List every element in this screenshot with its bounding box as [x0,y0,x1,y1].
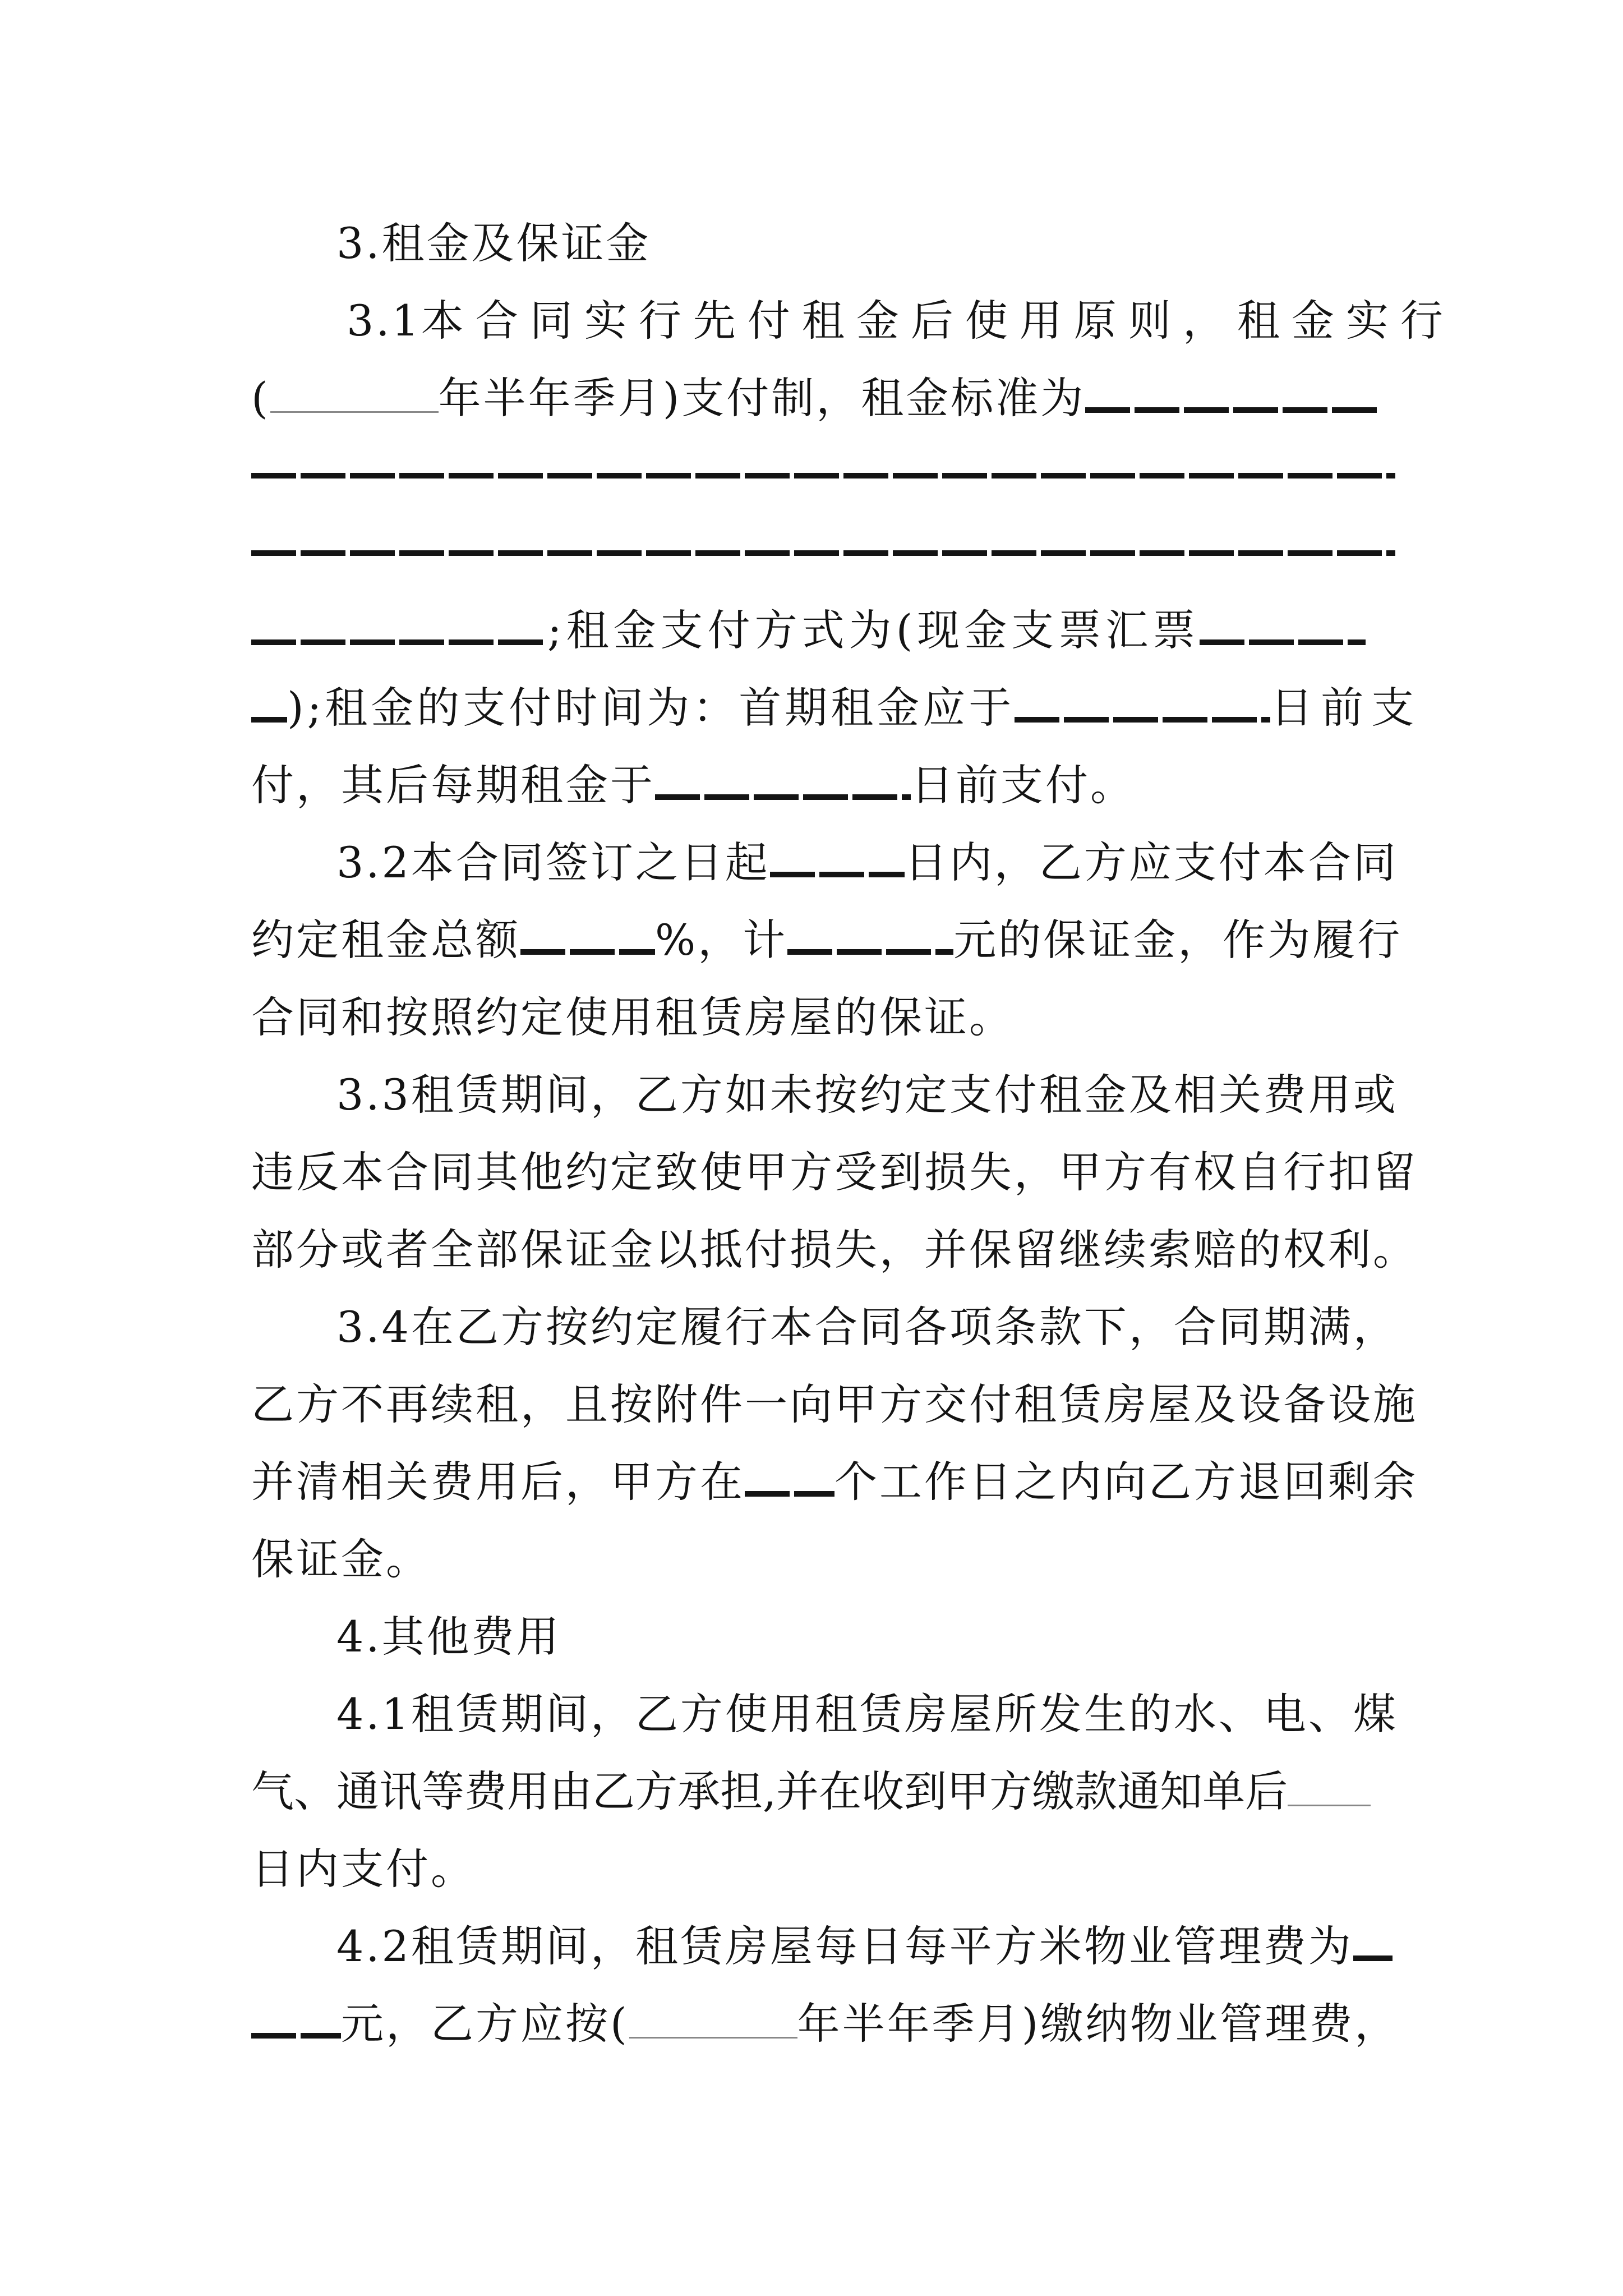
property-fee-period-blank[interactable] [629,1997,797,2039]
clause-text: 合同和按照约定使用租赁房屋的保证。 [251,992,1014,1042]
underline [251,473,1395,478]
clause-text: ;租金支付方式为(现金支票汇票 [547,605,1200,655]
clause-text: 年半年季月)缴纳物业管理费， [797,1999,1400,2049]
clause-4-2-line-2 [251,1990,1400,2058]
clause-3-2-line-3 [251,984,1395,1051]
clause-text: 3.3租赁期间，乙方如未按约定支付租金及相关费用或 [336,1070,1398,1120]
clause-text: 3.2本合同签订之日起 [336,838,770,887]
clause-3-1-line-2 [251,365,1395,432]
clause-4-2-line-1 [336,1913,1395,1980]
payment-method-blank-end[interactable] [251,674,287,723]
subsequent-payment-date-blank[interactable] [655,752,911,800]
deposit-days-blank[interactable] [770,829,905,877]
clause-3-3-line-1 [336,1061,1398,1129]
clause-text: 日前支 [1270,683,1422,733]
clause-text: 约定租金总额 [251,915,520,965]
clause-3-4-line-2 [251,1371,1418,1438]
clause-text: 并清相关费用后，甲方在 [251,1457,745,1507]
deposit-amount-blank[interactable] [787,907,953,955]
clause-3-3-line-3 [251,1216,1418,1283]
section-4-heading-text: 4.其他费用 [336,1612,561,1662]
property-fee-blank-end[interactable] [251,1990,341,2039]
rent-standard-blank-line[interactable] [251,519,1395,587]
section-3-heading-text: 3.租金及保证金 [336,218,651,268]
clause-text: 个工作日之内向乙方退回剩余 [834,1457,1418,1507]
clause-3-1-line-6 [251,674,1422,742]
rent-standard-blank-line[interactable] [251,442,1395,509]
clause-3-4-line-4 [251,1526,1395,1593]
clause-text: 3.4在乙方按约定履行本合同各项条款下，合同期满， [336,1302,1398,1352]
clause-text: %，计 [655,915,788,965]
underline [251,550,1395,556]
deposit-percent-blank[interactable] [520,907,655,955]
clause-text: 4.2租赁期间，租赁房屋每日每平方米物业管理费为 [336,1921,1353,1971]
clause-3-1-line-1 [347,287,1455,355]
period-blank[interactable] [270,371,439,413]
clause-text: );租金的支付时间为：首期租金应于 [287,683,1015,733]
clause-3-4-line-1 [336,1294,1398,1361]
clause-text: 乙方不再续租，且按附件一向甲方交付租赁房屋及设备设施 [251,1379,1418,1429]
clause-3-1-line-5 [251,597,1395,664]
clause-number: 3.1 [347,296,421,346]
section-4-heading [336,1603,1395,1671]
first-payment-date-blank[interactable] [1015,674,1270,723]
clause-3-2-line-2 [251,907,1403,974]
clause-text: 日内，乙方应支付本合同 [904,838,1398,887]
clause-text: 元，乙方应按( [341,1999,629,2049]
clause-3-2-line-1 [336,829,1398,896]
clause-text: 气、通讯等费用由乙方承担,并在收到甲方缴款通知单后 [251,1766,1288,1816]
clause-text: 本合同实行先付租金后使用原则，租金实行 [421,296,1455,346]
section-3-heading [336,210,1395,277]
rent-standard-blank[interactable] [1085,365,1381,413]
paren-open: ( [251,373,270,423]
clause-text: 部分或者全部保证金以抵付损失，并保留继续索赔的权利。 [251,1225,1418,1274]
clause-text: 日内支付。 [251,1844,476,1894]
utility-payment-days-blank[interactable] [1288,1765,1371,1806]
clause-text: 保证金。 [251,1534,431,1584]
clause-4-1-line-2 [251,1758,1395,1825]
clause-4-1-line-3 [251,1835,1395,1903]
clause-text: 年半年季月)支付制，租金标准为 [438,373,1086,423]
clause-3-4-line-3 [251,1448,1418,1516]
payment-method-blank[interactable] [1200,597,1366,645]
clause-text: 元的保证金，作为履行 [953,915,1403,965]
clause-3-3-line-2 [251,1139,1418,1206]
property-fee-blank[interactable] [1353,1913,1393,1961]
refund-days-blank[interactable] [745,1448,834,1497]
clause-text: 违反本合同其他约定致使甲方受到损失，甲方有权自行扣留 [251,1147,1418,1197]
rent-standard-blank-end[interactable] [251,597,547,645]
clause-text: 日前支付。 [911,760,1135,810]
clause-4-1-line-1 [336,1681,1398,1748]
clause-text: 4.1租赁期间，乙方使用租赁房屋所发生的水、电、煤 [336,1689,1398,1739]
clause-3-1-line-7 [251,752,1395,819]
clause-text: 付，其后每期租金于 [251,760,655,810]
